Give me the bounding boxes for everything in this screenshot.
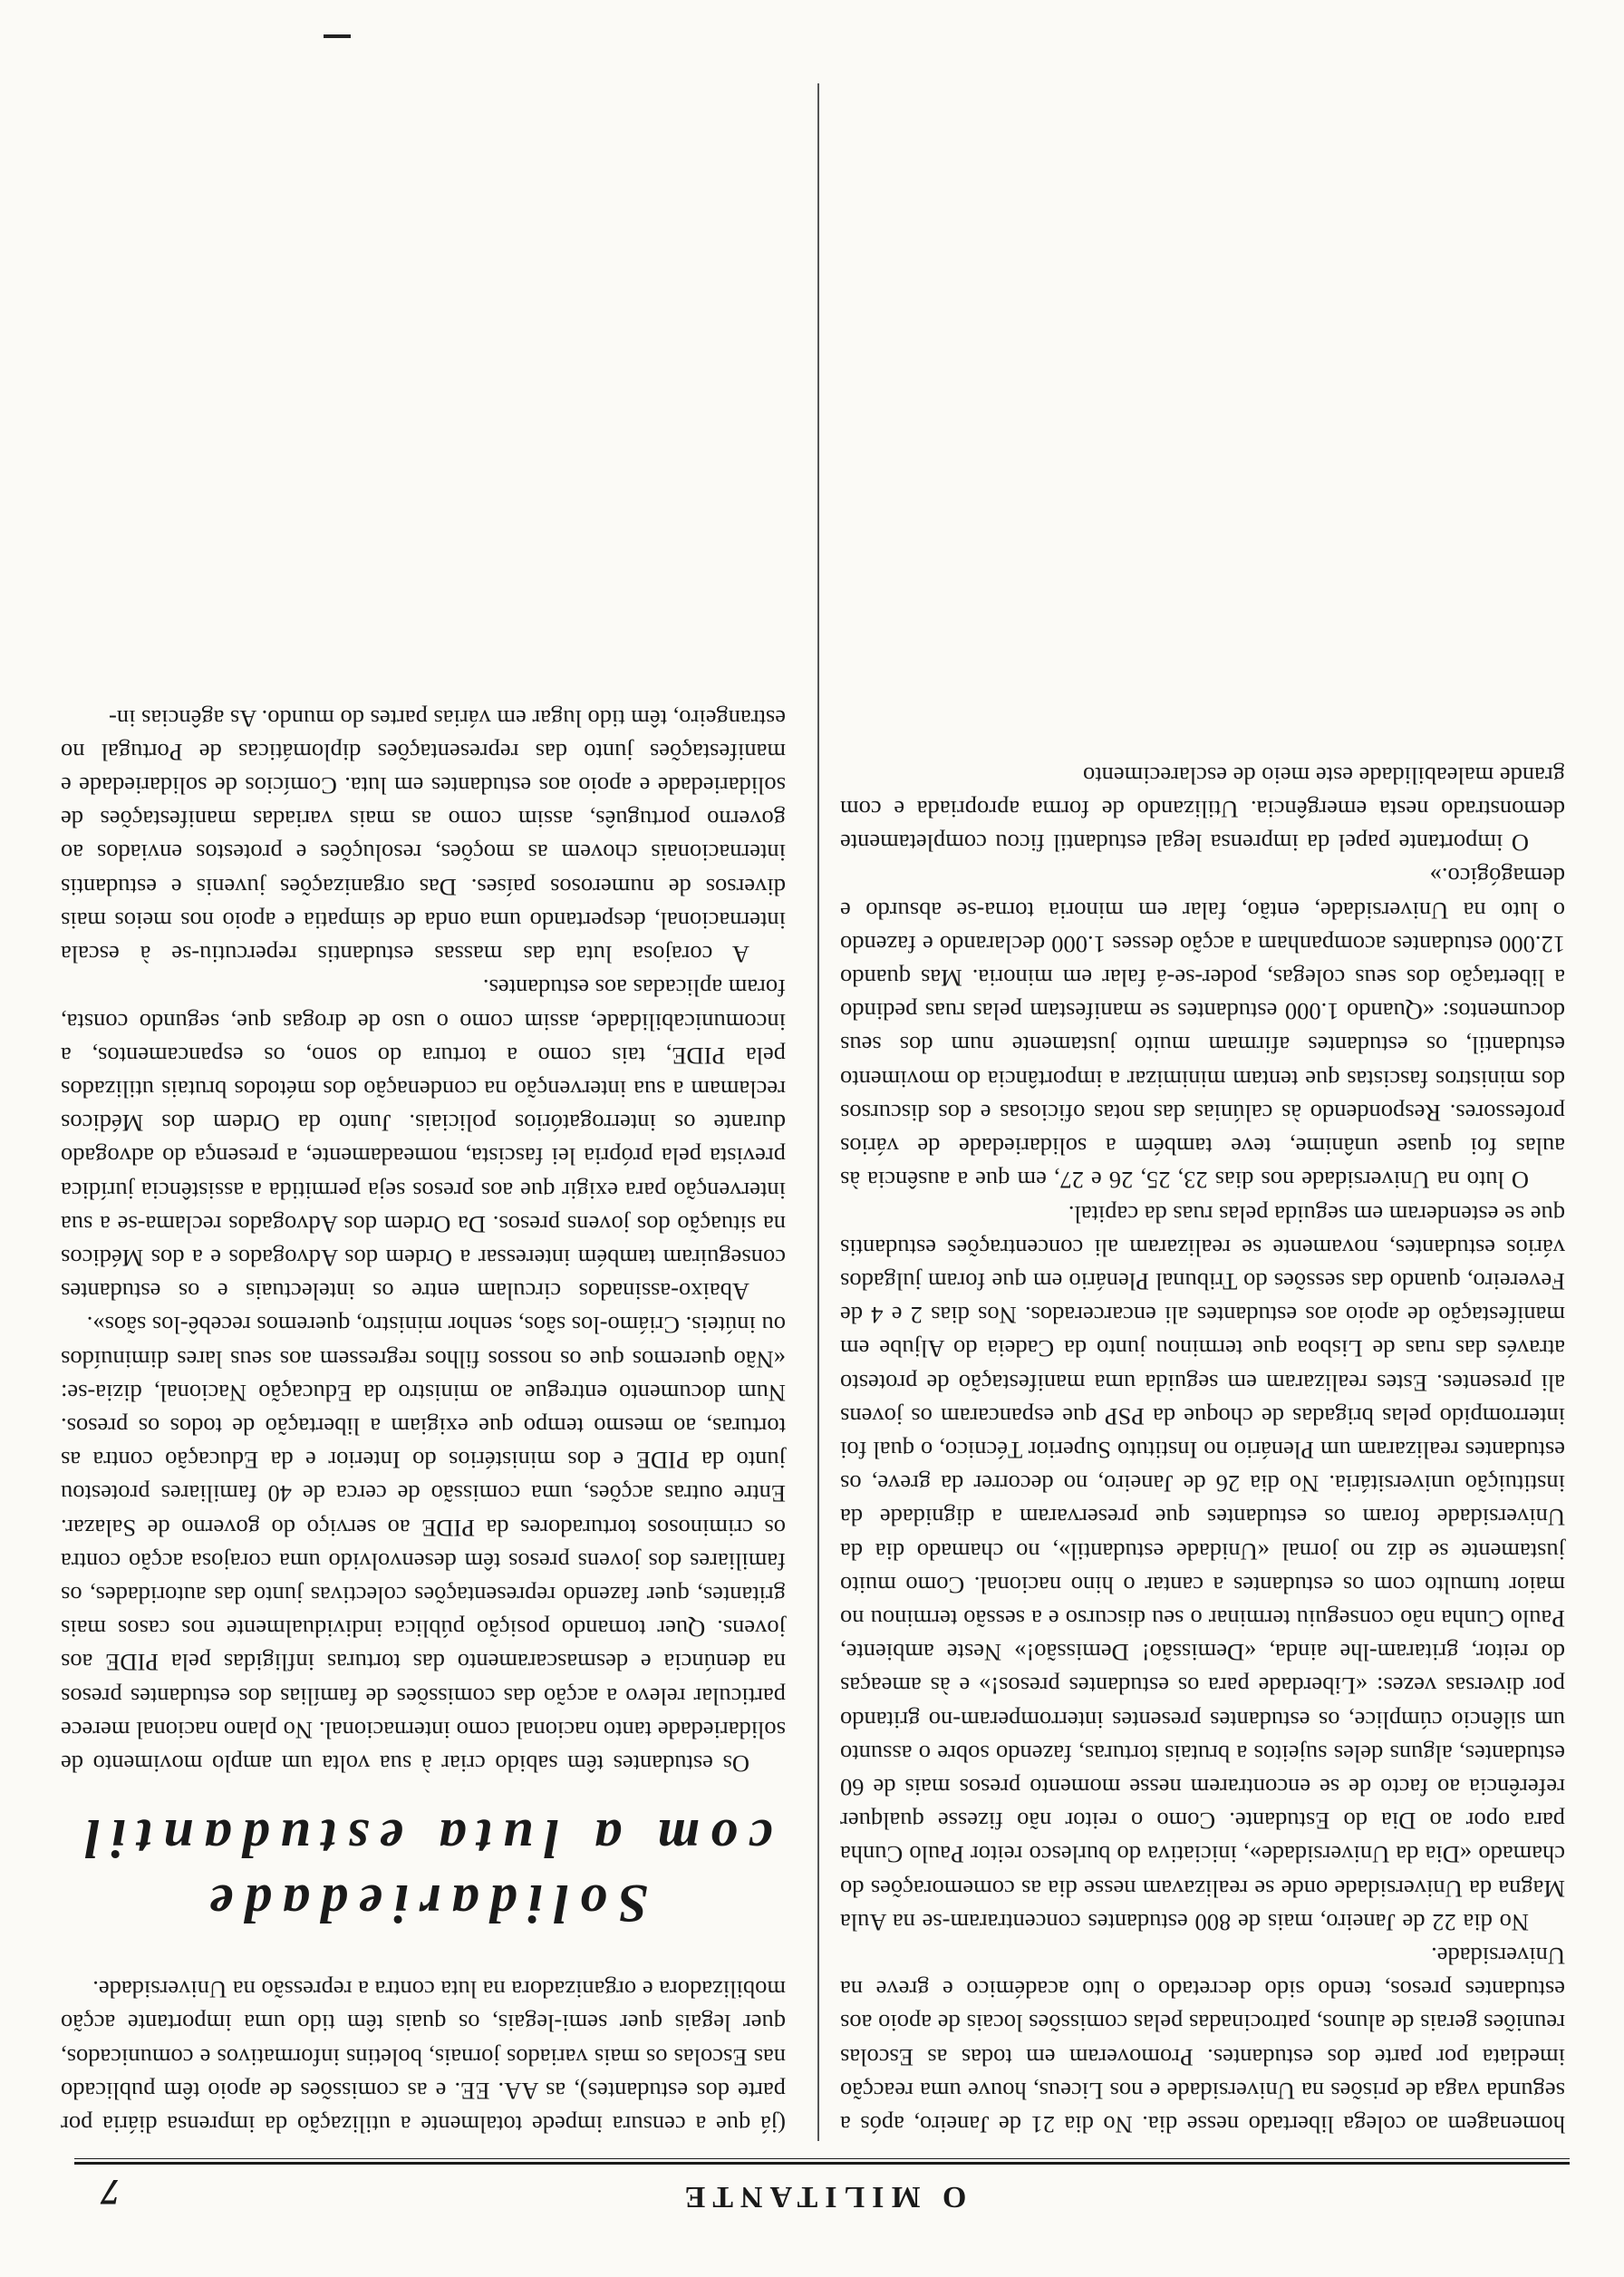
article-paragraph: Os estudantes têm sabido criar à sua volta um amplo movimento de solidariedade tanto nacional como internacional. No plano nacional merece particular relevo a acção das comissões de famílias dos estudantes presos na denúncia e desmascaramento das torturas infligidas pela PIDE aos jovens. Quer tomando posição pública individualmente nos casos mais gritantes, quer fazendo representações colectivas junto das autoridades, os familiares dos jovens presos têm desenvolvido uma corajosa acção contra os criminosos torturadores da PIDE ao serviço do governo de Salazar. Entre outras acções, uma comissão de cerca de 40 familiares protestou junto da PIDE e dos ministérios do Interior e da Educação contra as torturas, ao mesmo tempo que exigiam a libertação de todos os presos. Num documento entregue ao ministro da Educação Nacional, dizia-se: «Não queremos que os nossos filhos regressem aos seus lares diminuídos ou inúteis. Criámo-los sãos, senhor ministro, queremos recebê-los sãos». [61, 1312, 786, 1778]
left-column [840, 759, 1565, 2141]
header-rule [74, 2162, 1570, 2165]
article-paragraph: No dia 22 de Janeiro, mais de 800 estudantes concentraram-se na Aula Magna da Universidade onde se realizavam nesse dia as comemorações do chamado «Dia da Universidade», iniciativa do burlesco reitor Paulo Cunha para opor ao Dia do Estudante. Como o reitor não fizesse qualquer referência ao facto de se encontrarem nesse momento presos mais de 60 estudantes, alguns deles sujeitos a brutais torturas, fazendo sobre o assunto um silêncio cúmplice, os estudantes presentes interromperam-no gritando por diversas vezes: «Liberdade para os estudantes presos!» e às ameaças do reitor, gritaram-lhe ainda, «Demissão! Demissão!» Neste ambiente, Paulo Cunha não conseguiu terminar o seu discurso e a sessão terminou no maior tumulto com os estudantes a cantar o hino nacional. Como muito justamente se diz no jornal «Unidade estudantil», no chamado dia da Universidade foram os estudantes que preservaram a dignidade da instituição universitária. No dia 26 de Janeiro, no decorrer da greve, os estudantes realizaram um Plenário no Instituto Superior Técnico, o qual foi interrompido pelas brigadas de choque da PSP que espancaram os jovens ali presentes. Estes realizaram em seguida uma manifestação de protesto através das ruas de Lisboa que terminou junto da Cadeia do Aljube em manifestação de apoio aos estudantes ali encarcerados. Nos dias 2 e 4 de Fevereiro, quando das sessões do Tribunal Plenário em que foram julgados vários estudantes, novamente se realizaram ali concentrações estudantis que se estenderam em seguida pelas ruas da capital. [840, 1200, 1565, 1936]
article-paragraph: (já que a censura impede totalmente a utilização da imprensa diária por parte dos estudantes), as AA. EE. e as comissões de apoio têm publicado nas Escolas os mais variados jornais, boletins informativos e comunicados, quer legais quer semi-legais, os quais têm tido uma importante acção mobilizadora e organizadora na luta contra a repressão na Universidade. [61, 1976, 786, 2138]
page-number: 7 [102, 2172, 120, 2213]
print-mark [324, 34, 351, 38]
right-column [61, 701, 786, 2141]
column-divider [817, 83, 819, 2141]
page-header [74, 2168, 1570, 2214]
section-headline [61, 1806, 786, 1936]
article-paragraph: A corajosa luta das massas estudantis repercutiu-se à escala internacional, despertando uma onda de simpatia e apoio nos meios mais diversos de numerosos países. Das organizações juvenis e estudantis internacionais chovem as moções, resoluções e protestos enviados ao governo português, assim como as mais variadas manifestações de solidariedade e apoio aos estudantes em luta. Comícios de solidariedade e manifestações junto das representações diplomáticas de Portugal no estrangeiro, têm tido lugar em várias partes do mundo. As agências in- [61, 704, 786, 969]
article-paragraph: O importante papel da imprensa legal estudantil ficou completamente demonstrado nesta emergência. Utilizando de forma apropriada e com grande maleabilidade este meio de esclarecimento [840, 761, 1565, 858]
article-paragraph: Abaixo-assinados circulam entre os intelectuais e os estudantes conseguiram também interessar a Ordem dos Advogados e a dos Médicos na situação dos jovens presos. Da Ordem dos Advogados reclama-se a sua intervenção para exigir que aos presos seja permitida a assistência jurídica prevista pela própria lei fascista, nomeadamente, a presença do advogado durante os interrogatórios policiais. Junto da Ordem dos Médicos reclamam a sua intervenção na condenação dos métodos brutais utilizados pela PIDE, tais como a tortura do sono, os espancamentos, a incomunicabilidade, assim como o uso de drogas que, segundo consta, foram aplicadas aos estudantes. [61, 974, 786, 1306]
headline-line-2: com a luta estudantil [73, 1807, 773, 1868]
headline-line-1: Solidariedade [198, 1873, 648, 1933]
header-rule-thin [74, 2158, 1570, 2159]
article-paragraph: homenagem ao colega libertado nesse dia. No dia 21 de Janeiro, após a segunda vaga de prisões na Universidade e nos Liceus, houve uma reacção imediata por parte dos estudantes. Promoveram em todas as Escolas reuniões gerais de alunos, patrocinadas pelas comissões locais de apoio aos estudantes presos, tendo sido decretado o luto académico e greve na Universidade. [840, 1942, 1565, 2138]
article-paragraph: O luto na Universidade nos dias 23, 25, 26 e 27, em que a ausência às aulas foi quase unânime, teve também a solidariedade de vários professores. Respondendo às calúnias das notas oficiosas e dos discursos dos ministros fascistas que tentam minimizar a importância do movimento estudantil, os estudantes afirmam muito justamente num dos seus documentos: «Quando 1.000 estudantes se manifestam pelas ruas pedindo a libertação dos seus colegas, poder-se-á falar em minoria. Mas quando 12.000 estudantes acompanham a acção desses 1.000 declarando e fazendo o luto na Universidade, então, falar em minoria torna-se absurdo e demagógico.» [840, 863, 1565, 1195]
newspaper-title: O MILITANTE [677, 2180, 967, 2214]
